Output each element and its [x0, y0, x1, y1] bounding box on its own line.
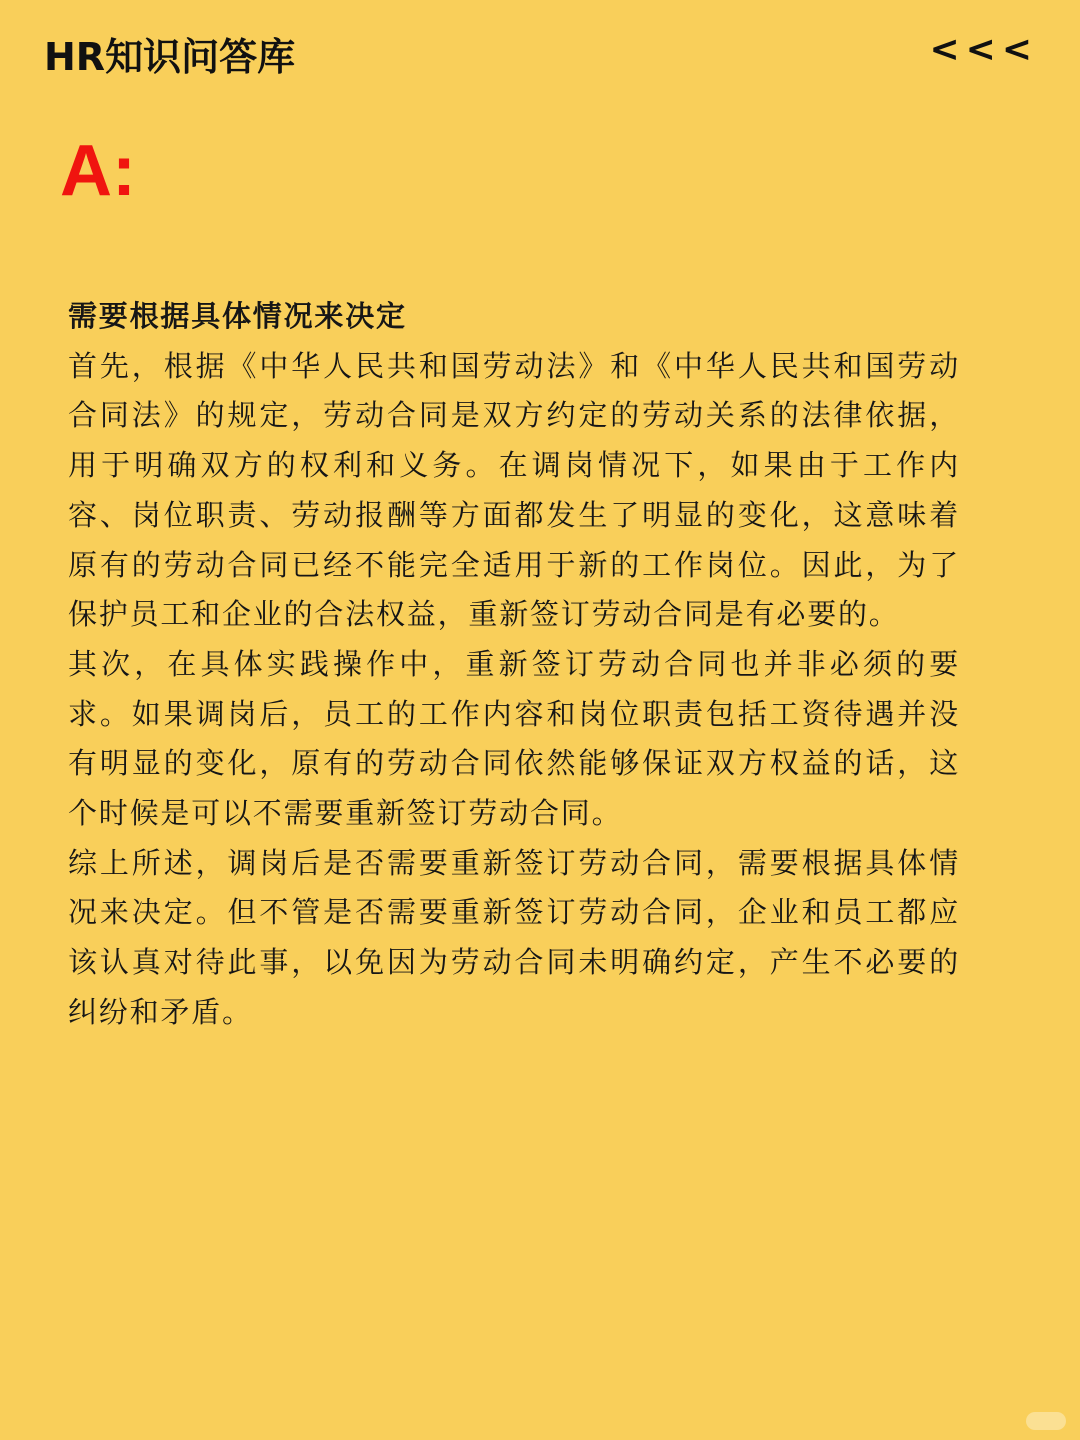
answer-content	[68, 292, 960, 1038]
answer-paragraph-1: 首先，根据《中华人民共和国劳动法》和《中华人民共和国劳动合同法》的规定，劳动合同是双方约定的劳动关系的法律依据，用于明确双方的权利和义务。在调岗情况下，如果由于工作内容、岗位职责、劳动报酬等方面都发生了明显的变化，这意味着原有的劳动合同已经不能完全适用于新的工作岗位。因此，为了保护员工和企业的合法权益，重新签订劳动合同是有必要的。	[68, 348, 960, 632]
answer-paragraph-3: 综上所述，调岗后是否需要重新签订劳动合同，需要根据具体情况来决定。但不管是否需要重新签订劳动合同，企业和员工都应该认真对待此事，以免因为劳动合同未明确约定，产生不必要的纠纷和矛盾。	[68, 845, 960, 1029]
header-title: HR知识问答库	[44, 35, 296, 79]
answer-label: A:	[60, 131, 136, 211]
watermark-badge	[1026, 1412, 1066, 1430]
back-arrows-icon: <<<	[929, 29, 1038, 70]
answer-heading: 需要根据具体情况来决定	[68, 299, 407, 333]
answer-paragraph-2: 其次，在具体实践操作中，重新签订劳动合同也并非必须的要求。如果调岗后，员工的工作内容和岗位职责包括工资待遇并没有明显的变化，原有的劳动合同依然能够保证双方权益的话，这个时候是可以不需要重新签订劳动合同。	[68, 646, 960, 831]
